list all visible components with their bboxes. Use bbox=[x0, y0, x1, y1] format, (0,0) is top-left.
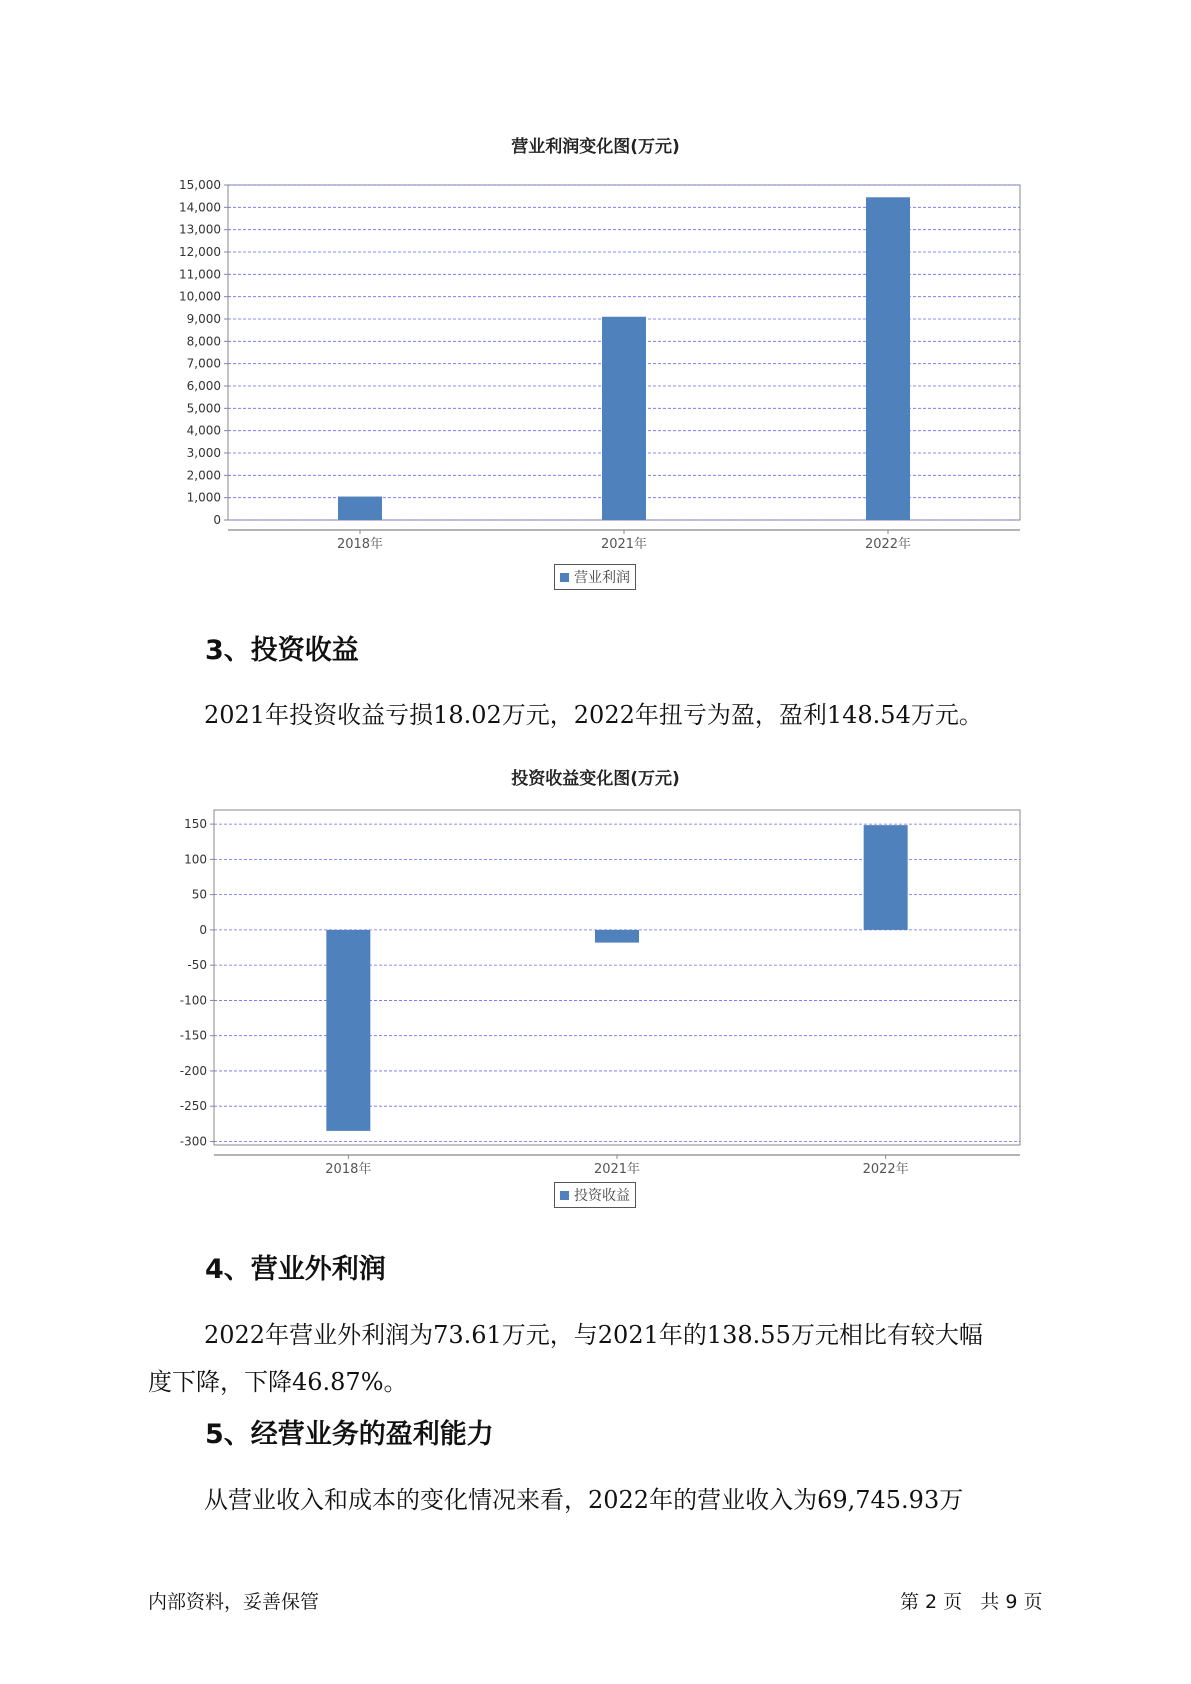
x-tick-label: 2022年 bbox=[864, 537, 912, 552]
section-heading-non-operating-profit: 4、营业外利润 bbox=[205, 1254, 386, 1285]
y-tick-label: 7,000 bbox=[186, 356, 221, 371]
y-tick-label: 8,000 bbox=[186, 334, 221, 349]
y-tick-label: -200 bbox=[179, 1063, 207, 1078]
chart1-legend-label: 营业利润 bbox=[574, 570, 630, 586]
bar-2018年 bbox=[338, 497, 382, 520]
y-tick-label: 15,000 bbox=[179, 178, 221, 192]
y-tick-label: 12,000 bbox=[179, 245, 221, 259]
bar-2021年 bbox=[602, 317, 646, 520]
bar-2022年 bbox=[864, 825, 908, 930]
y-tick-label: 3,000 bbox=[186, 446, 221, 460]
y-tick-label: 0 bbox=[213, 513, 221, 527]
footer-confidential-note: 内部资料，妥善保管 bbox=[148, 1591, 320, 1613]
bar-2021年 bbox=[595, 930, 639, 943]
footer-page-number: 第 2 页 共 9 页 bbox=[900, 1591, 1043, 1613]
non-operating-profit-paragraph-line2: 度下降，下降46.87%。 bbox=[148, 1368, 408, 1396]
legend-swatch-icon bbox=[560, 1191, 569, 1200]
bar-2022年 bbox=[866, 197, 910, 520]
section-heading-investment-income: 3、投资收益 bbox=[205, 635, 359, 666]
y-tick-label: 11,000 bbox=[179, 267, 221, 282]
y-tick-label: -150 bbox=[179, 1028, 207, 1043]
y-tick-label: 13,000 bbox=[179, 222, 221, 237]
y-tick-label: 9,000 bbox=[186, 312, 221, 326]
y-tick-label: -250 bbox=[179, 1099, 207, 1114]
y-tick-label: 5,000 bbox=[186, 401, 221, 416]
investment-income-chart bbox=[0, 800, 1191, 1200]
operating-profit-chart bbox=[0, 165, 1191, 585]
x-tick-label: 2021年 bbox=[600, 537, 648, 552]
y-tick-label: 150 bbox=[184, 817, 207, 832]
y-tick-label: 14,000 bbox=[179, 200, 221, 215]
y-tick-label: 1,000 bbox=[186, 490, 221, 505]
chart2-legend bbox=[554, 1182, 636, 1208]
y-tick-label: 2,000 bbox=[186, 468, 221, 483]
investment-income-paragraph: 2021年投资收益亏损18.02万元，2022年扭亏为盈，盈利148.54万元。 bbox=[204, 701, 983, 729]
non-operating-profit-paragraph-line1: 2022年营业外利润为73.61万元，与2021年的138.55万元相比有较大幅 bbox=[204, 1321, 983, 1349]
section-heading-business-profitability: 5、经营业务的盈利能力 bbox=[205, 1419, 494, 1450]
chart1-title: 营业利润变化图(万元) bbox=[511, 137, 680, 157]
business-profitability-paragraph-line1: 从营业收入和成本的变化情况来看，2022年的营业收入为69,745.93万 bbox=[204, 1486, 964, 1514]
y-tick-label: 10,000 bbox=[179, 289, 221, 304]
y-tick-label: 100 bbox=[184, 852, 207, 867]
y-tick-label: -50 bbox=[187, 958, 207, 973]
y-tick-label: -100 bbox=[179, 993, 207, 1008]
x-tick-label: 2018年 bbox=[336, 537, 384, 552]
y-tick-label: 4,000 bbox=[186, 423, 221, 438]
y-tick-label: 0 bbox=[199, 922, 207, 937]
x-tick-label: 2018年 bbox=[325, 1162, 372, 1177]
y-tick-label: 50 bbox=[191, 887, 207, 902]
chart2-legend-label: 投资收益 bbox=[574, 1188, 630, 1204]
chart1-legend bbox=[554, 564, 636, 590]
chart2-title: 投资收益变化图(万元) bbox=[511, 769, 680, 789]
y-tick-label: -300 bbox=[179, 1134, 207, 1149]
y-tick-label: 6,000 bbox=[186, 379, 221, 393]
bar-2018年 bbox=[326, 930, 370, 1131]
x-tick-label: 2021年 bbox=[593, 1162, 641, 1177]
x-tick-label: 2022年 bbox=[862, 1162, 909, 1177]
legend-swatch-icon bbox=[560, 573, 569, 582]
